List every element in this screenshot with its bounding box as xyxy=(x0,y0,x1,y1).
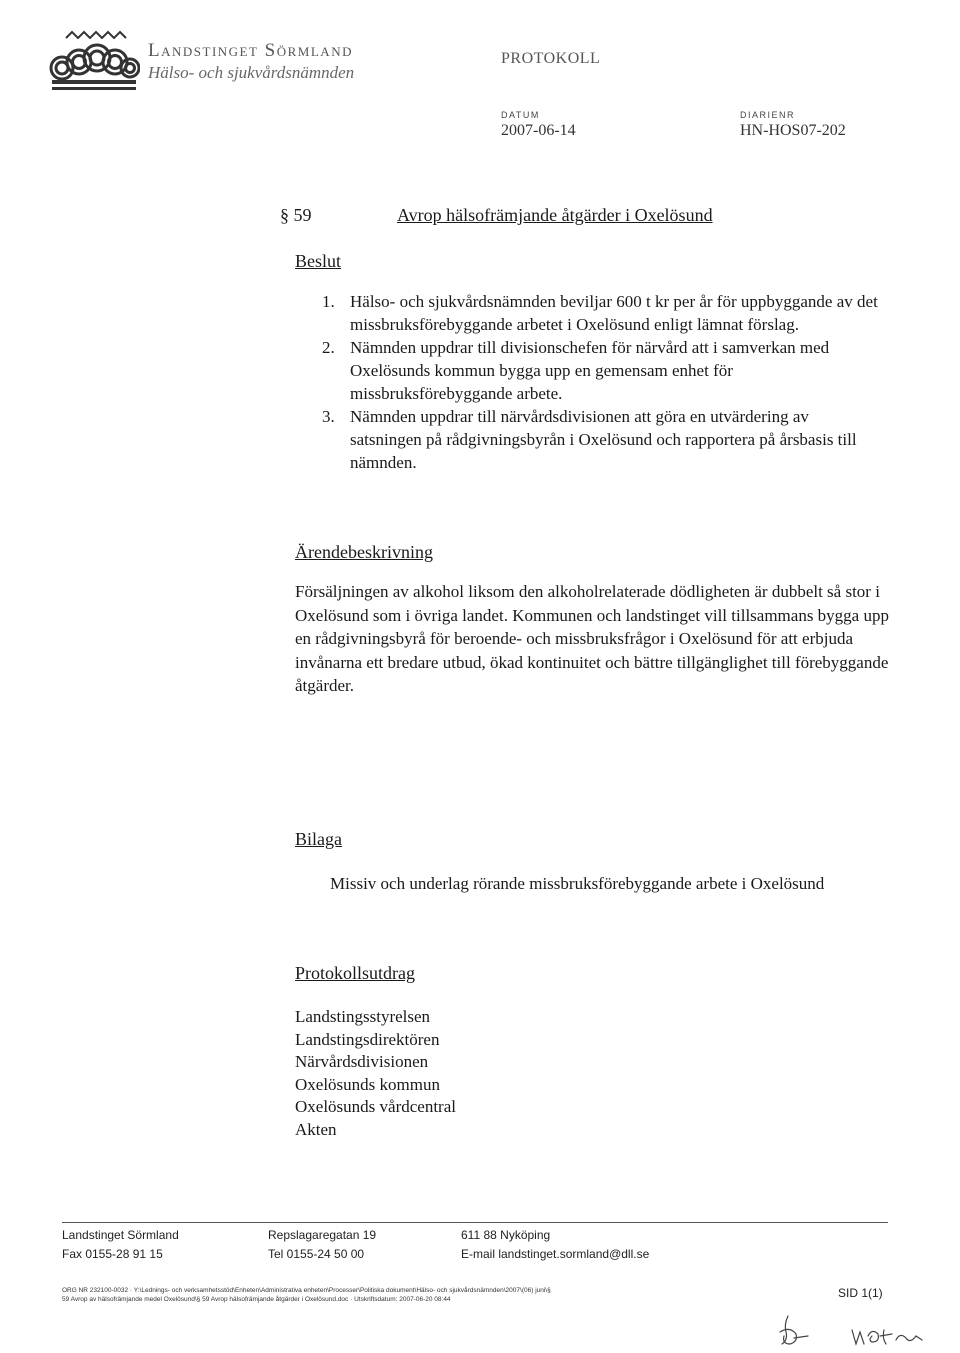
footer-fax: Fax 0155-28 91 15 xyxy=(62,1247,163,1261)
decision-item-number: 2. xyxy=(322,338,335,357)
page-number: SID 1(1) xyxy=(838,1286,883,1300)
decision-heading: Beslut xyxy=(295,251,342,271)
decision-list xyxy=(322,290,882,474)
decision-item-number: 3. xyxy=(322,407,335,426)
landsting-logo-icon xyxy=(48,28,140,96)
decision-item-text: Nämnden uppdrar till närvårdsdivisionen att göra en utvärdering av satsningen på rådgivningsbyrån i Oxelösund och rapportera på årsbasis till nämnden. xyxy=(350,407,857,472)
footer-email: E-mail landstinget.sormland@dll.se xyxy=(461,1247,650,1261)
footer-divider xyxy=(62,1222,888,1223)
recipient-item: Landstingsdirektören xyxy=(295,1029,440,1049)
footer-file-path: ORG NR 232100-0032 · Y:\Lednings- och verksamhetsstöd\Enheten\Administrativa enheten\Processer\Politiska dokument\Hälso- och sjukvårdsnämnden\2007\(06) juni\§ xyxy=(62,1287,551,1294)
date-value: 2007-06-14 xyxy=(501,122,576,139)
org-subtitle: Hälso- och sjukvårdsnämnden xyxy=(148,63,355,82)
decision-item xyxy=(322,290,882,336)
section-number: § 59 xyxy=(280,205,312,225)
minutes-extract-list xyxy=(295,1006,456,1141)
document-type: PROTOKOLL xyxy=(501,50,601,67)
decision-item xyxy=(322,336,882,405)
registry-number-value: HN-HOS07-202 xyxy=(740,122,846,139)
recipient-item: Oxelösunds kommun xyxy=(295,1074,440,1094)
footer-phone: Tel 0155-24 50 00 xyxy=(268,1247,365,1261)
registry-number-label: DIARIENR xyxy=(740,110,796,120)
footer-org: Landstinget Sörmland xyxy=(62,1228,179,1242)
recipient-item: Närvårdsdivisionen xyxy=(295,1052,429,1071)
footer-file-path: 59 Avrop av hälsofrämjande medel Oxelösund\§ 59 Avrop hälsofrämjande åtgärder i Oxelösund.doc · Utskriftsdatum: 2007-06-20 08:44 xyxy=(62,1296,451,1303)
minutes-extract-heading: Protokollsutdrag xyxy=(295,963,415,983)
decision-item-text: Hälso- och sjukvårdsnämnden beviljar 600 t kr per år för uppbyggande av det missbruksförebyggande arbetet i Oxelösund enligt lämnat förslag. xyxy=(350,292,878,334)
decision-item-number: 1. xyxy=(322,292,335,311)
footer-street: Repslagaregatan 19 xyxy=(268,1228,377,1242)
decision-item-text: Nämnden uppdrar till divisionschefen för närvård att i samverkan med Oxelösunds kommun bygga upp en gemensam enhet för missbruksförebyggande arbete. xyxy=(350,338,830,403)
decision-item xyxy=(322,405,882,474)
signature-icon xyxy=(760,1310,940,1350)
section-title: Avrop hälsofrämjande åtgärder i Oxelösund xyxy=(397,205,713,225)
footer-city: 611 88 Nyköping xyxy=(461,1228,551,1242)
attachment-text: Missiv och underlag rörande missbruksförebyggande arbete i Oxelösund xyxy=(330,874,825,893)
recipient-item: Landstingsstyrelsen xyxy=(295,1007,431,1026)
case-description-text: Försäljningen av alkohol liksom den alkoholrelaterade dödligheten är dubbelt så stor i Oxelösund som i övriga landet. Kommunen och landstinget vill tillsammans bygga upp en rådgivningsbyrå för beroende- och missbruksfrågor i Oxelösund för att erbjuda invånarna ett bredare utbud, ökad kontinuitet och bättre tillgänglighet till förebyggande åtgärder. xyxy=(295,582,889,695)
recipient-item: Oxelösunds vårdcentral xyxy=(295,1097,456,1116)
case-description-heading: Ärendebeskrivning xyxy=(295,542,433,562)
recipient-item: Akten xyxy=(295,1119,337,1139)
org-name: Landstinget Sörmland xyxy=(148,40,353,61)
attachment-heading: Bilaga xyxy=(295,829,342,849)
date-label: DATUM xyxy=(501,110,540,120)
